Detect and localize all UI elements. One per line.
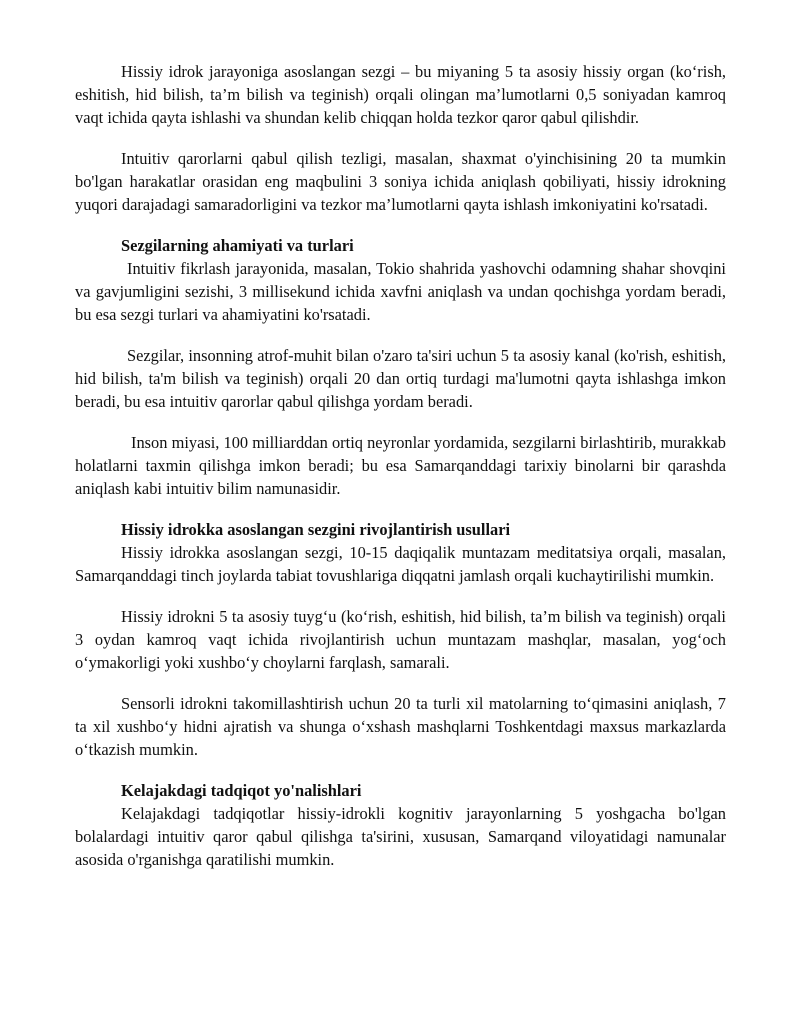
paragraph-1: Hissiy idrok jarayoniga asoslangan sezgi – bu miyaning 5 ta asosiy hissiy organ (ko‘rish, eshitish, hid bilish, ta’m bilish va teginish) orqali olingan ma’lumotlarni 0,5 soniyadan kamroq vaqt ichida qayta ishlashi va shundan kelib chiqqan holda tezkor qaror qabul qilishdir.: [75, 62, 726, 127]
paragraph-8: Sensorli idrokni takomillashtirish uchun 20 ta turli xil matolarning to‘qimasini aniqlash, 7 ta xil xushbo‘y hidni ajratish va shunga o‘xshash mashqlarni Toshkentdagi maxsus markazlarda o‘tkazish mumkin.: [75, 694, 726, 759]
paragraph-3: Intuitiv fikrlash jarayonida, masalan, Tokio shahrida yashovchi odamning shahar shovqini va gavjumligini sezishi, 3 millisekund ichida xavfni aniqlash va undan qochishga yordam beradi, bu esa sezgi turlari va ahamiyatini ko'rsatadi.: [75, 259, 726, 324]
section-heading-1: Sezgilarning ahamiyati va turlari: [121, 236, 354, 255]
section-2: [75, 518, 726, 761]
paragraph-7: Hissiy idrokni 5 ta asosiy tuyg‘u (ko‘rish, eshitish, hid bilish, ta’m bilish va teginish) orqali 3 oydan kamroq vaqt ichida rivojlantirish uchun muntazam mashqlar, masalan, yog‘och o‘ymakorligi yoki xushbo‘y choylarni farqlash, samarali.: [75, 607, 726, 672]
section-heading-3: Kelajakdagi tadqiqot yo'nalishlari: [121, 781, 362, 800]
paragraph-2: Intuitiv qarorlarni qabul qilish tezligi, masalan, shaxmat o'yinchisining 20 ta mumkin bo'lgan harakatlar orasidan eng maqbulini 3 soniya ichida aniqlash qobiliyati, hissiy idrokning yuqori darajadagi samaradorligini va tezkor ma’lumotlarni qayta ishlash imkoniyatini ko'rsatadi.: [75, 149, 726, 214]
paragraph-9: Kelajakdagi tadqiqotlar hissiy-idrokli kognitiv jarayonlarning 5 yoshgacha bo'lgan bolalardagi intuitiv qaror qabul qilishga ta'sirini, xususan, Samarqand viloyatidagi namunalar asosida o'rganishga qaratilishi mumkin.: [75, 804, 726, 869]
paragraph-5: Inson miyasi, 100 milliarddan ortiq neyronlar yordamida, sezgilarni birlashtirib, murakkab holatlarni taxmin qilishga imkon beradi; bu esa Samarqanddagi tarixiy binolarni bir qarashda aniqlash kabi intuitiv bilim namunasidir.: [75, 433, 726, 498]
paragraph-4: Sezgilar, insonning atrof-muhit bilan o'zaro ta'siri uchun 5 ta asosiy kanal (ko'rish, eshitish, hid bilish, ta'm bilish va teginish) orqali 20 dan ortiq turdagi ma'lumotni qayta ishlashga imkon beradi, bu esa intuitiv qarorlar qabul qilishga yordam beradi.: [75, 346, 726, 411]
paragraph-6: Hissiy idrokka asoslangan sezgi, 10-15 daqiqalik muntazam meditatsiya orqali, masalan, Samarqanddagi tinch joylarda tabiat tovushlariga diqqatni jamlash orqali kuchaytirilishi mumkin.: [75, 543, 726, 585]
section-1: [75, 234, 726, 500]
section-heading-2: Hissiy idrokka asoslangan sezgini rivojlantirish usullari: [121, 520, 511, 539]
section-3: [75, 779, 726, 871]
document-page: [75, 60, 726, 889]
